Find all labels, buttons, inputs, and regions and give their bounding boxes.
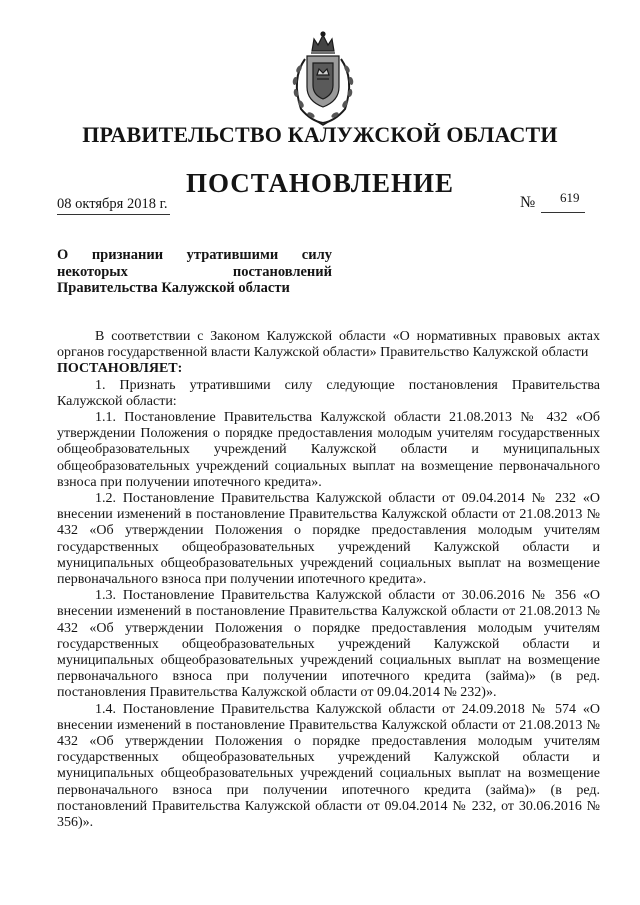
preamble: В соответствии с Законом Калужской области «О нормативных правовых актах органов государственной власти Калужской области» Правительство Калужской области: [57, 329, 600, 361]
document-date: 08 октября 2018 г.: [57, 196, 170, 215]
document-number: 619: [560, 190, 580, 205]
document-type: ПОСТАНОВЛЕНИЕ: [185, 168, 455, 198]
document-subject: О признании утратившими силу некоторых постановлений Правительства Калужской области: [57, 247, 332, 296]
organization-title: ПРАВИТЕЛЬСТВО КАЛУЖСКОЙ ОБЛАСТИ: [82, 122, 558, 147]
document-number-label: №: [520, 194, 536, 211]
paragraph-1-4: 1.4. Постановление Правительства Калужской области от 24.09.2018 № 574 «О внесении изменений в постановление Правительства Калужской области от 21.08.2013 № 432 «Об утверждении Положения о порядке предоставления молодым учителям государственных общеобразовательных учреждений Калужской области и муниципальных общеобразовательных учреждений социальных выплат на возмещение первоначального взноса при получении ипотечного кредита (займа)» (в ред. постановлений Правительства Калужской области от 09.04.2014 № 232, от 30.06.2016 № 356)».: [57, 701, 600, 831]
paragraph-1-2: 1.2. Постановление Правительства Калужской области от 09.04.2014 № 232 «О внесении изменений в постановление Правительства Калужской области от 21.08.2013 № 432 «Об утверждении Положения о порядке предоставления молодым учителям государственных общеобразовательных учреждений Калужской области и муниципальных общеобразовательных учреждений социальных выплат на возмещение первоначального взноса при получении ипотечного кредита».: [57, 491, 600, 588]
document-body: [57, 329, 600, 831]
decrees-heading: ПОСТАНОВЛЯЕТ:: [57, 361, 183, 377]
paragraph-1-1: 1.1. Постановление Правительства Калужской области 21.08.2013 № 432 «Об утверждении Положения о порядке предоставления молодым учителям государственных общеобразовательных учреждений Калужской области и муниципальных общеобразовательных учреждений социальных выплат на возмещение первоначального взноса при получении ипотечного кредита».: [57, 410, 600, 490]
document-number-underline: [541, 212, 585, 213]
paragraph-1: 1. Признать утратившими силу следующие постановления Правительства Калужской области:: [57, 377, 600, 409]
kaluga-oblast-coat-of-arms-icon: [283, 29, 363, 129]
paragraph-1-3: 1.3. Постановление Правительства Калужской области от 30.06.2016 № 356 «О внесении изменений в постановление Правительства Калужской области от 21.08.2013 № 432 «Об утверждении Положения о порядке предоставления молодым учителям государственных общеобразовательных учреждений Калужской области и муниципальных общеобразовательных учреждений социальных выплат на возмещение первоначального взноса при получении ипотечного кредита (займа)» (в ред. постановления Правительства Калужской области от 09.04.2014 № 232)».: [57, 588, 600, 701]
